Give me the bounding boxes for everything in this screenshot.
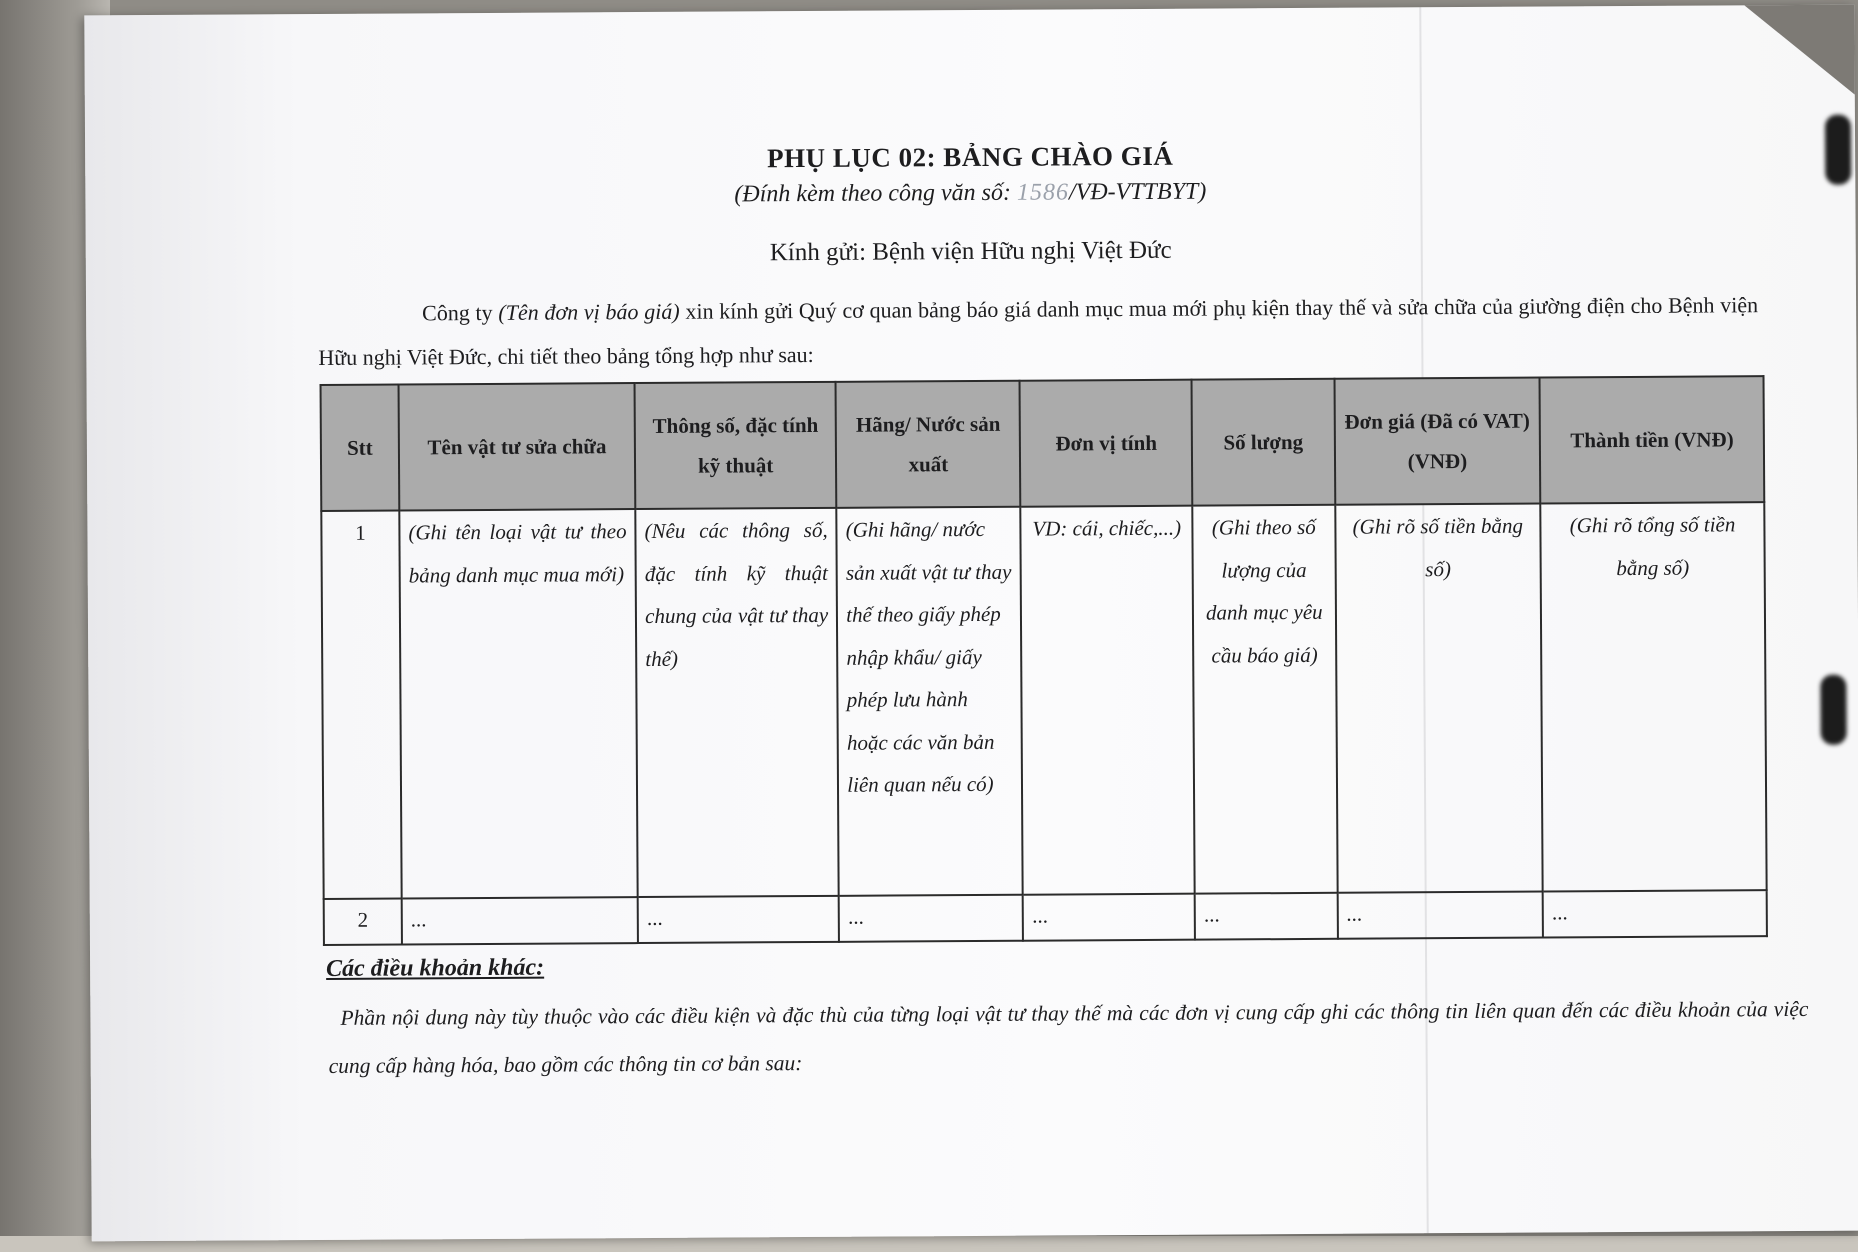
cell-total: ... [1543, 890, 1767, 937]
punch-hole-bottom [1820, 675, 1846, 745]
terms-heading: Các điều khoản khác: [326, 954, 545, 982]
terms-paragraph: Phần nội dung này tùy thuộc vào các điều kiện và đặc thù của từng loại vật tư thay thế mà các đơn vị cung cấp ghi các thông tin liên quan đến các điều khoản của việc cung cấp hàng hóa, bao gồm các thông tin cơ bản sau: [328, 996, 1809, 1078]
header-unit: Đơn vị tính [1020, 380, 1193, 507]
greeting-line: Kính gửi: Bệnh viện Hữu nghị Việt Đức [769, 236, 1172, 267]
cell-stt: 1 [321, 511, 401, 899]
cell-manufacturer: (Ghi hãng/ nước sản xuất vật tư thay thế theo giấy phép nhập khẩu/ giấy phép lưu hành hoặc các văn bản liên quan nếu có) [837, 507, 1024, 896]
cell-manufacturer: ... [839, 895, 1023, 942]
header-specs: Thông số, đặc tính kỹ thuật [635, 382, 837, 509]
table-row [324, 890, 1767, 945]
cell-unit-price: (Ghi rõ số tiền bằng số) [1335, 504, 1543, 893]
cell-quantity: ... [1195, 893, 1338, 940]
header-item-name: Tên vật tư sửa chữa [399, 383, 636, 510]
cell-item-name: ... [402, 897, 638, 944]
cell-total: (Ghi rõ tổng số tiền bằng số) [1540, 502, 1766, 891]
header-unit-price: Đơn giá (Đã có VAT) (VNĐ) [1334, 378, 1540, 505]
header-quantity: Số lượng [1192, 379, 1335, 506]
cell-specs: (Nêu các thông số, đặc tính kỹ thuật chung của vật tư thay thế) [635, 508, 838, 897]
subtitle-suffix: /VĐ-VTTBYT) [1068, 178, 1207, 206]
document-subtitle [85, 175, 1855, 213]
intro-paragraph [318, 283, 1759, 380]
intro-lead: Công ty [422, 299, 499, 326]
quotation-table [320, 375, 1768, 946]
header-stt: Stt [321, 385, 400, 511]
subtitle-prefix: (Đính kèm theo công văn số: [734, 179, 1012, 208]
cell-unit: ... [1023, 894, 1195, 941]
intro-placeholder: (Tên đơn vị báo giá) [498, 298, 680, 325]
cell-unit-price: ... [1337, 892, 1543, 939]
document-title: PHỤ LỤC 02: BẢNG CHÀO GIÁ [766, 140, 1174, 174]
intro-rest: xin kính gửi Quý cơ quan bảng báo giá danh mục mua mới phụ kiện thay thế và sửa chữa của giường điện cho Bệnh viện Hữu nghị Việt Đức, chi tiết theo bảng tổng hợp như sau: [318, 292, 1759, 370]
cell-specs: ... [638, 896, 839, 943]
header-manufacturer: Hãng/ Nước sản xuất [836, 381, 1021, 508]
cell-quantity: (Ghi theo số lượng của danh mục yêu cầu báo giá) [1192, 505, 1337, 894]
cell-item-name: (Ghi tên loại vật tư theo bảng danh mục mua mới) [399, 509, 638, 898]
table-row [321, 502, 1766, 899]
paper-sheet [84, 5, 1858, 1242]
header-total: Thành tiền (VNĐ) [1540, 376, 1765, 503]
folded-corner [1744, 5, 1855, 96]
table-header-row [321, 376, 1765, 511]
handwritten-number: 1586 [1016, 179, 1070, 206]
cell-stt: 2 [324, 898, 402, 944]
cell-unit: VD: cái, chiếc,...) [1021, 506, 1195, 895]
